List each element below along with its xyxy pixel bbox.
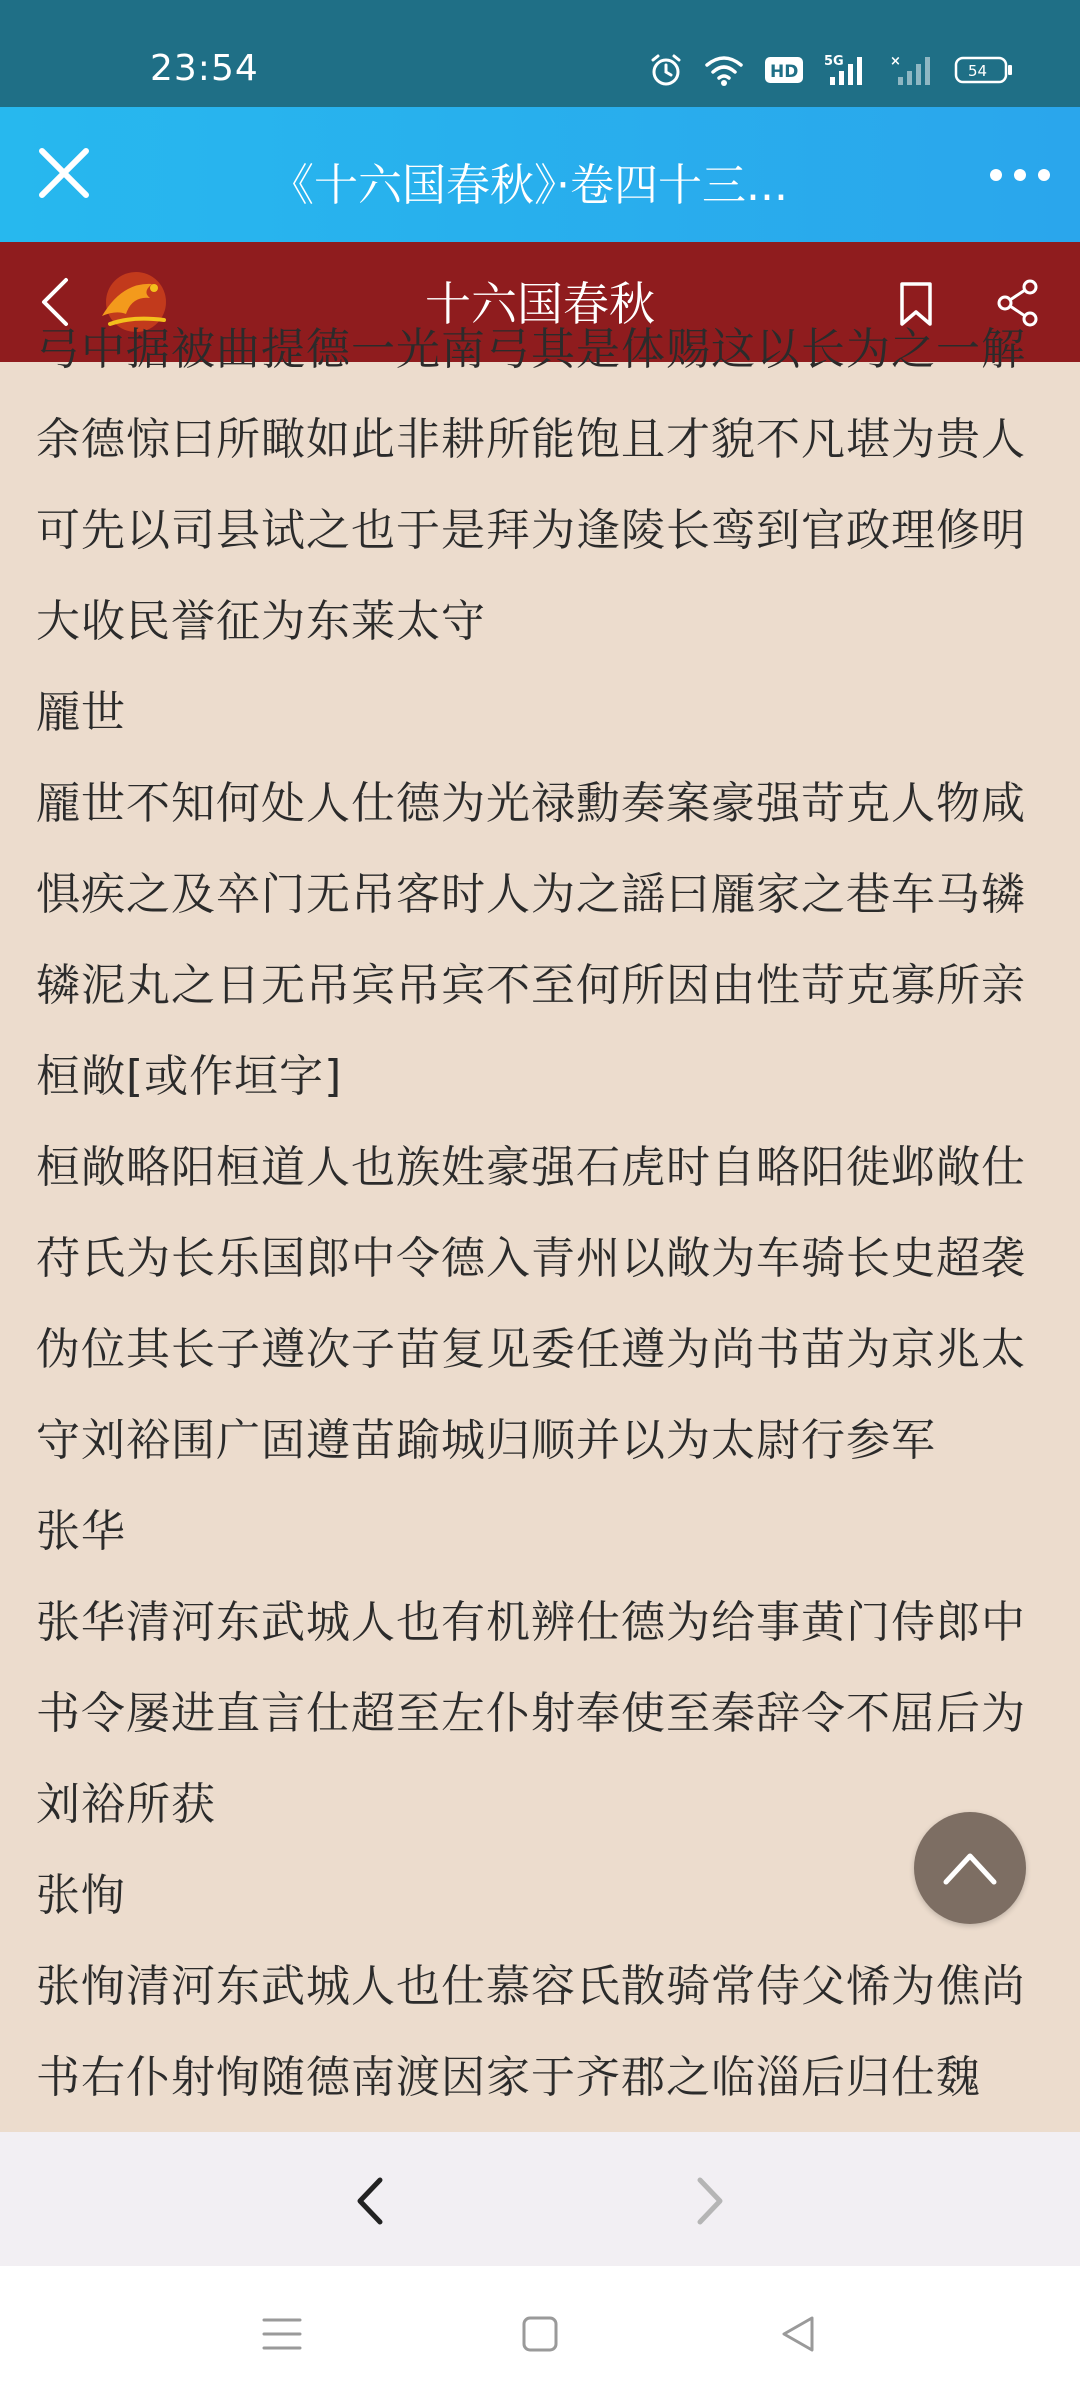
status-icons [648,50,1014,90]
text-line: 惧疾之及卒门无吊客时人为之謡曰龎家之巷车马辚 [36,869,1026,920]
text-line: 刘裕所获 [36,1779,216,1830]
text-line: 苻氏为长乐国郎中令德入青州以敞为车骑长史超袭 [36,1233,1026,1284]
svg-text:HD: HD [770,62,799,82]
svg-text:×: × [890,54,901,69]
status-time: 23:54 [150,48,259,89]
hd-icon [764,55,804,85]
section-heading: 龎世 [36,687,126,738]
close-icon[interactable] [36,145,92,201]
chevron-right-icon[interactable] [690,2174,730,2228]
text-line: 张华清河东武城人也有机辨仕德为给事黄门侍郎中 [36,1597,1026,1648]
text-line: 可先以司县试之也于是拜为逢陵长鸾到官政理修明 [36,505,1026,556]
text-line: 大收民誉征为东莱太守 [36,596,486,647]
back-triangle-icon[interactable] [780,2314,816,2354]
browser-bar [0,107,1080,242]
text-line: 辚泥丸之日无吊宾吊宾不至何所因由性苛克寡所亲 [36,960,1026,1011]
alarm-icon [648,52,684,88]
text-line: 余德惊曰所瞰如此非耕所能饱且才貌不凡堪为贵人 [36,414,1026,465]
browser-title: 《十六国春秋》·卷四十三... [270,160,788,211]
text-line: 守刘裕围广固遵苗踰城归顺并以为太尉行参军 [36,1415,936,1466]
text-line: 龎世不知何处人仕德为光禄勳奏案豪强苛克人物咸 [36,778,1026,829]
svg-text:5G: 5G [824,54,844,69]
section-heading: 桓敞[或作垣字] [36,1051,343,1102]
status-bar [0,0,1080,107]
chapter-pager [0,2132,1080,2266]
menu-icon[interactable] [262,2316,302,2352]
text-line: 书右仆射恂随德南渡因家于齐郡之临淄后归仕魏 [36,2052,981,2103]
text-line: 桓敞略阳桓道人也族姓豪强石虎时自略阳徙邺敞仕 [36,1142,1026,1193]
chevron-left-icon[interactable] [350,2174,390,2228]
section-heading: 张恂 [36,1870,126,1921]
wifi-icon [704,53,744,87]
battery-icon [954,55,1014,85]
home-icon[interactable] [522,2316,558,2352]
more-icon[interactable] [988,165,1052,185]
text-line: 弓中据被曲提德一光南弓其是体赐这以长为之一解 [36,324,1026,375]
section-heading: 张华 [36,1506,126,1557]
chevron-up-icon [942,1848,998,1888]
page-title: 十六国春秋 [425,277,655,331]
system-nav-bar [0,2266,1080,2400]
scroll-top-button[interactable] [914,1812,1026,1924]
svg-text:54: 54 [968,62,988,80]
text-line: 书令屡进直言仕超至左仆射奉使至秦辞令不屈后为 [36,1688,1026,1739]
text-line: 张恂清河东武城人也仕慕容氏散骑常侍父悕为僬尚 [36,1961,1026,2012]
text-line: 伪位其长子遵次子苗复见委任遵为尚书苗为京兆太 [36,1324,1026,1375]
signal-5g-icon [824,53,870,87]
signal-icon [890,53,934,87]
